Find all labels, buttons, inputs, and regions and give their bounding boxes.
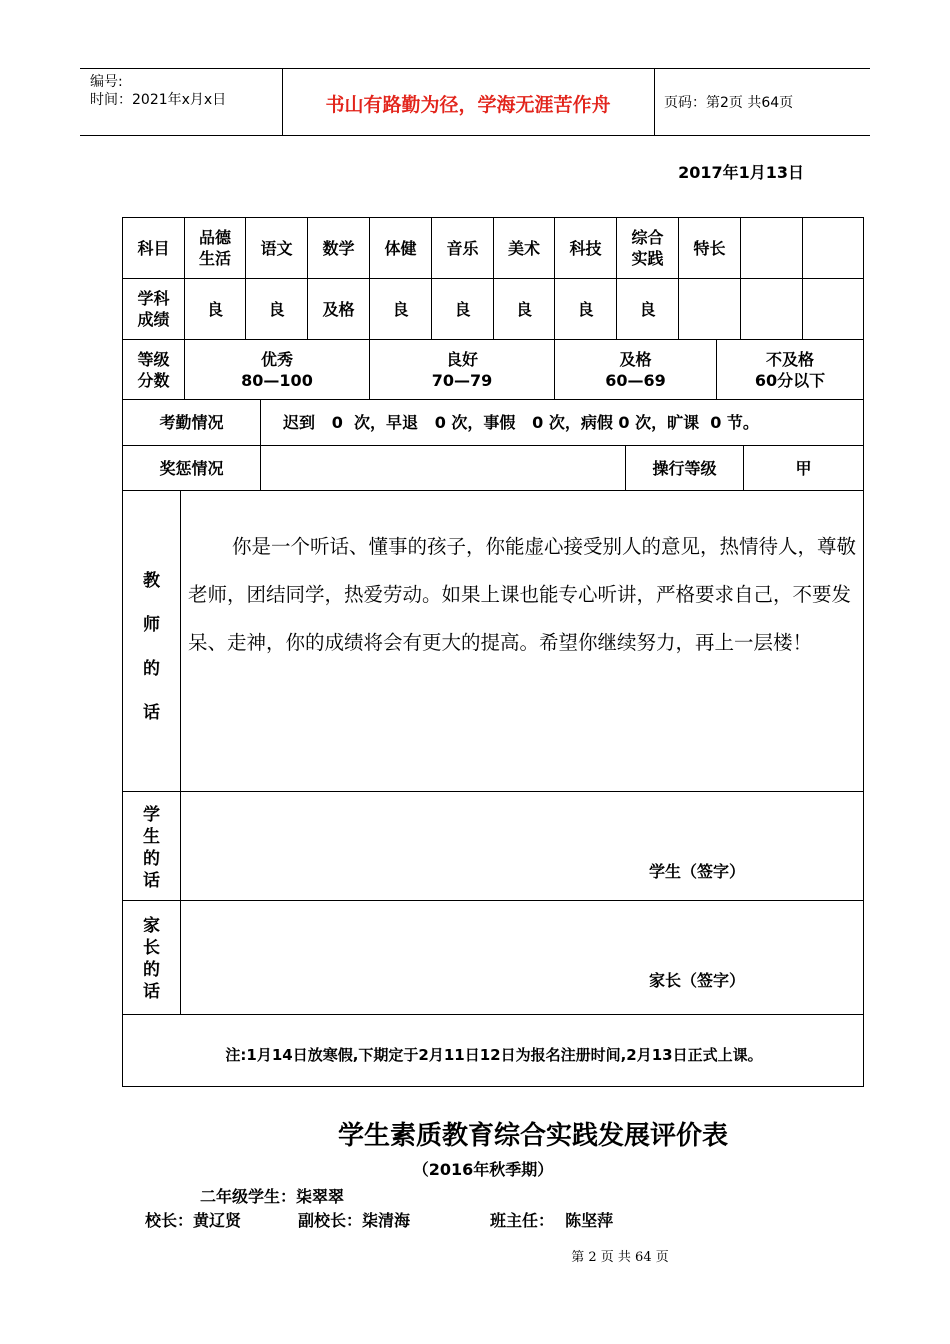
class-teacher-line: 班主任： 陈坚萍: [490, 1211, 614, 1230]
header-divider: [654, 68, 655, 136]
student-label-char: 学: [143, 805, 160, 825]
subject-score: 良: [454, 299, 471, 319]
conduct-grade-label: 操行等级: [652, 458, 717, 478]
form-subtitle: （2016年秋季期）: [412, 1160, 554, 1179]
grade-level-name: 良好: [445, 349, 478, 369]
attendance-record: 迟到 0 次，早退 0 次，事假 0 次，病假 0 次，旷课 0 节。: [283, 413, 759, 432]
student-name-line: 二年级学生：柒翠翠: [200, 1187, 345, 1206]
subject-score: 及格: [322, 299, 355, 319]
grade-scale-label: 等级 分数: [137, 349, 170, 390]
teacher-label-char: 教: [143, 571, 160, 591]
teacher-label-char: 的: [143, 659, 160, 679]
subject-header-label: 科目: [137, 238, 170, 258]
attendance-label: 考勤情况: [159, 413, 224, 432]
student-label-char: 生: [143, 827, 160, 847]
subject-name: 体健: [384, 238, 417, 258]
subject-name: 品德 生活: [198, 228, 231, 268]
subject-score: 良: [268, 299, 285, 319]
parent-label-char: 长: [143, 938, 160, 958]
subject-name: 特长: [693, 238, 726, 258]
teacher-label-char: 话: [143, 703, 160, 723]
grade-level: [555, 340, 716, 399]
motto: 书山有路勤为径，学海无涯苦作舟: [325, 94, 611, 116]
form-title: 学生素质教育综合实践发展评价表: [337, 1121, 728, 1151]
student-label-char: 话: [143, 871, 160, 891]
grade-level-name: 优秀: [260, 349, 293, 369]
header-bottom-rule: [80, 135, 870, 136]
teacher-label-char: 师: [143, 615, 160, 635]
report-card-table: [122, 217, 864, 1087]
report-date: 2017年1月13日: [678, 163, 804, 182]
grade-level: [370, 340, 554, 399]
subject-score: 良: [392, 299, 409, 319]
page-info: 页码：第2页 共64页: [664, 95, 794, 111]
grade-level-name: 不及格: [765, 349, 814, 369]
grade-level-range: 60—69: [605, 370, 666, 390]
subject-score: 良: [206, 299, 223, 319]
principal-line: 校长：黄辽贤: [145, 1211, 242, 1230]
page-footer: 第 2 页 共 64 页: [571, 1250, 669, 1265]
subject-name: [741, 218, 802, 278]
grade-level-range: 70—79: [431, 370, 493, 390]
subject-score: [741, 279, 802, 339]
score-row-label: 学科 成绩: [137, 289, 170, 329]
grade-level: [185, 340, 369, 399]
subject-name: [803, 218, 863, 278]
parent-label-char: 的: [143, 960, 160, 980]
subject-score: [803, 279, 863, 339]
rewards-value: [261, 446, 625, 490]
subject-score: 良: [577, 299, 594, 319]
parent-signature-label: 家长（签字）: [649, 971, 746, 990]
subject-name: 数学: [322, 238, 355, 258]
student-label-char: 的: [143, 849, 160, 869]
time-label: 时间：2021年x月x日: [90, 92, 227, 108]
holiday-note: 注:1月14日放寒假,下期定于2月11日12日为报名注册时间,2月13日正式上课。: [225, 1046, 763, 1064]
subject-name: 音乐: [446, 238, 479, 258]
grade-level-name: 及格: [619, 349, 652, 369]
grade-level: [717, 340, 863, 399]
subject-name: 语文: [260, 238, 293, 258]
grade-level-range: 80—100: [241, 370, 313, 390]
subject-name: 美术: [507, 238, 540, 258]
conduct-grade-value: 甲: [795, 458, 812, 478]
rewards-label: 奖惩情况: [159, 458, 224, 478]
teacher-comment: 你是一个听话、懂事的孩子，你能虚心接受别人的意见，热情待人，尊敬老师，团结同学，热爱劳动。如果上课也能专心听讲，严格要求自己，不要发呆、走神，你的成绩将会有更大的提高。希望你继续努力，再上一层楼！: [188, 535, 857, 654]
grade-level-range: 60分以下: [754, 370, 826, 390]
subject-name: 科技: [569, 238, 602, 258]
vice-principal-line: 副校长：柒清海: [298, 1211, 411, 1230]
subject-score: 良: [515, 299, 532, 319]
subject-score: [679, 279, 740, 339]
header-top-rule: [80, 68, 870, 69]
subject-name: 综合 实践: [631, 228, 664, 268]
serial-label: 编号:: [90, 74, 123, 90]
parent-label-char: 话: [143, 982, 160, 1002]
parent-label-char: 家: [143, 916, 160, 936]
subject-score: 良: [639, 299, 656, 319]
student-signature-label: 学生（签字）: [649, 862, 746, 881]
